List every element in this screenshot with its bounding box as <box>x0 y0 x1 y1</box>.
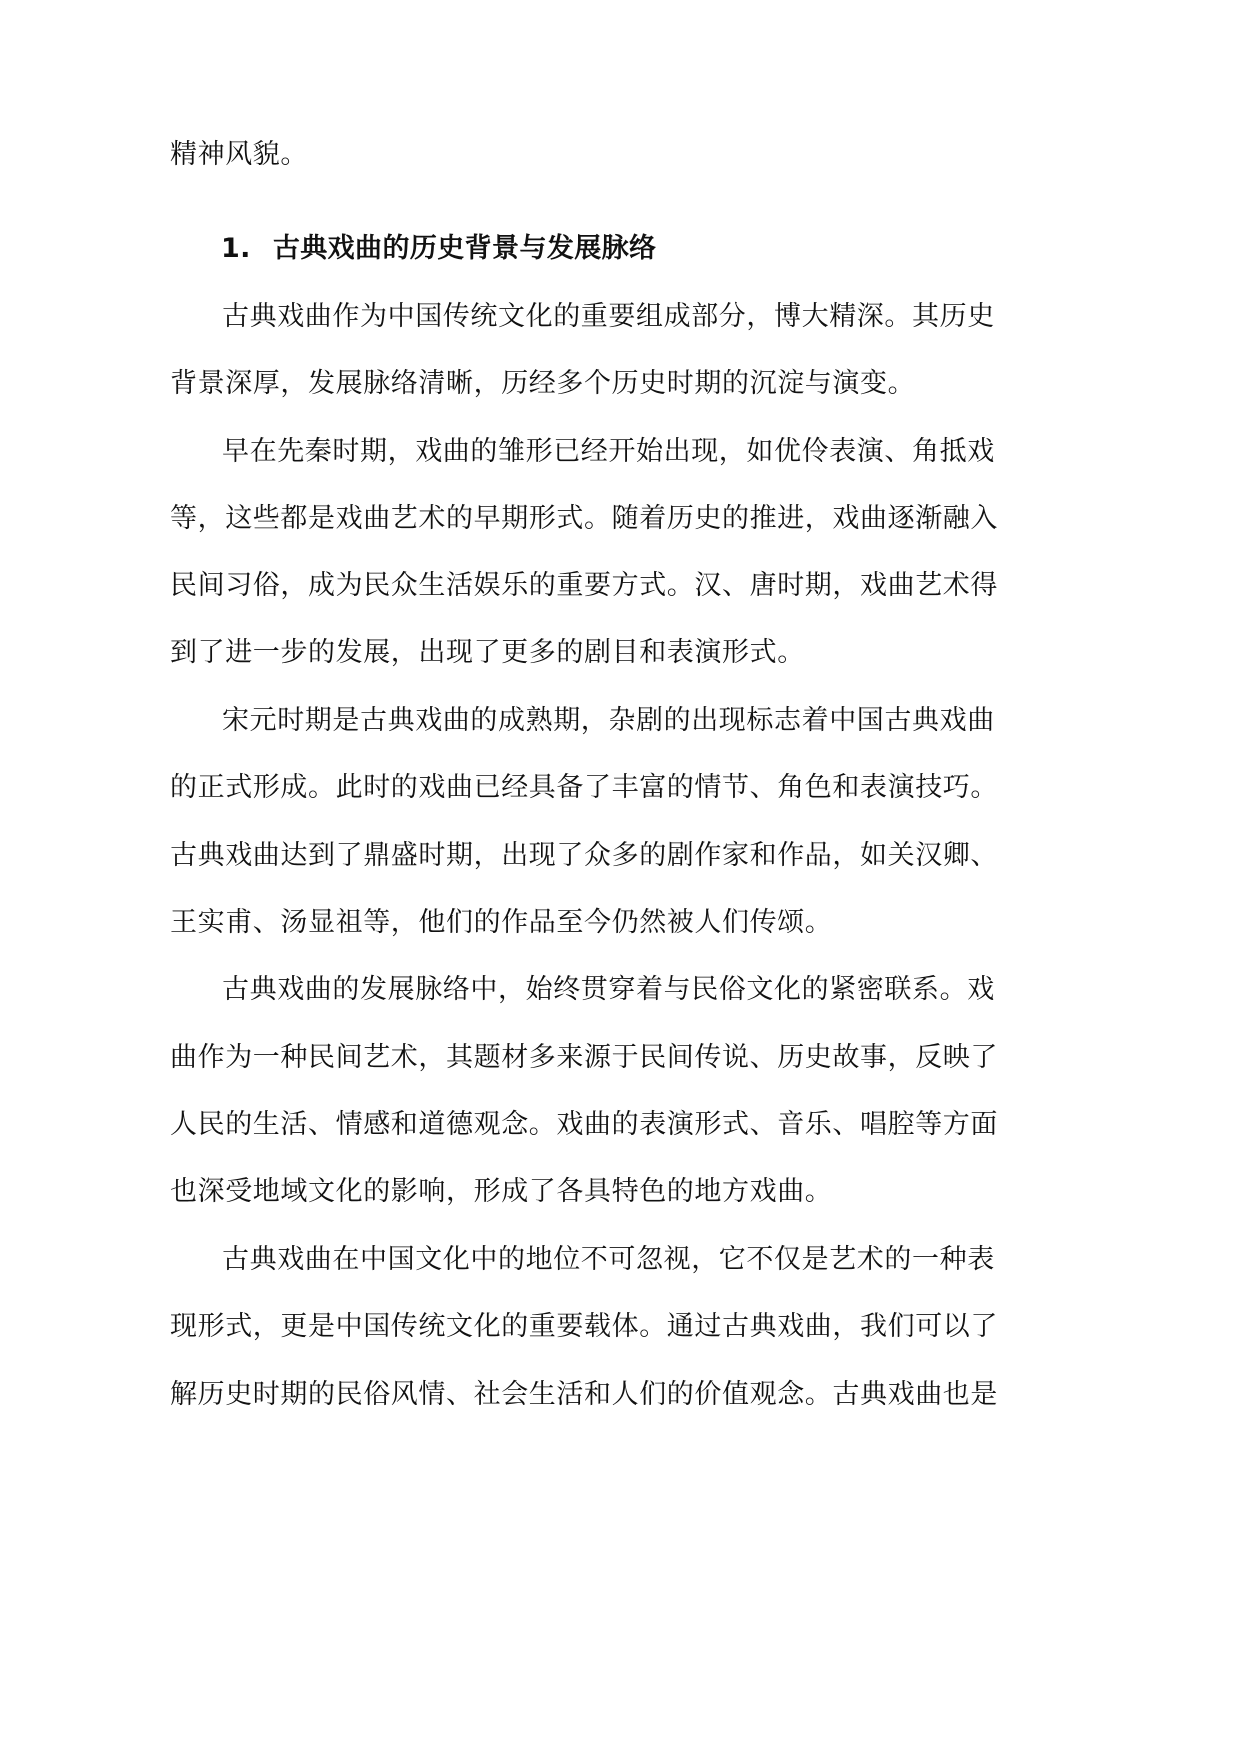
body-text-line: 的正式形成。此时的戏曲已经具备了丰富的情节、角色和表演技巧。 <box>170 772 998 803</box>
section-title: 古典戏曲的历史背景与发展脉络 <box>272 233 657 264</box>
body-text-line: 民间习俗，成为民众生活娱乐的重要方式。汉、唐时期，戏曲艺术得 <box>170 570 998 601</box>
body-text-line: 也深受地域文化的影响，形成了各具特色的地方戏曲。 <box>170 1176 833 1207</box>
body-text-line: 到了进一步的发展，出现了更多的剧目和表演形式。 <box>170 637 805 668</box>
paragraph-first-line: 古典戏曲的发展脉络中，始终贯穿着与民俗文化的紧密联系。戏 <box>222 974 995 1005</box>
body-text-line: 精神风貌。 <box>170 139 308 170</box>
body-text-line: 现形式，更是中国传统文化的重要载体。通过古典戏曲，我们可以了 <box>170 1311 998 1342</box>
paragraph-first-line: 古典戏曲在中国文化中的地位不可忽视，它不仅是艺术的一种表 <box>222 1244 995 1275</box>
body-text-line: 王实甫、汤显祖等，他们的作品至今仍然被人们传颂。 <box>170 907 833 938</box>
body-text-line: 等，这些都是戏曲艺术的早期形式。随着历史的推进，戏曲逐渐融入 <box>170 503 998 534</box>
paragraph-first-line: 早在先秦时期，戏曲的雏形已经开始出现，如优伶表演、角抵戏 <box>222 436 995 467</box>
body-text-line: 解历史时期的民俗风情、社会生活和人们的价值观念。古典戏曲也是 <box>170 1379 998 1410</box>
body-text-line: 背景深厚，发展脉络清晰，历经多个历史时期的沉淀与演变。 <box>170 368 916 399</box>
body-text-line: 人民的生活、情感和道德观念。戏曲的表演形式、音乐、唱腔等方面 <box>170 1109 998 1140</box>
section-heading <box>0 229 1241 269</box>
paragraph-first-line: 宋元时期是古典戏曲的成熟期，杂剧的出现标志着中国古典戏曲 <box>222 705 995 736</box>
body-text-line: 曲作为一种民间艺术，其题材多来源于民间传说、历史故事，反映了 <box>170 1042 998 1073</box>
section-number: 1. <box>221 233 251 264</box>
paragraph-first-line: 古典戏曲作为中国传统文化的重要组成部分，博大精深。其历史 <box>222 301 995 332</box>
body-text-line: 古典戏曲达到了鼎盛时期，出现了众多的剧作家和作品，如关汉卿、 <box>170 840 998 871</box>
